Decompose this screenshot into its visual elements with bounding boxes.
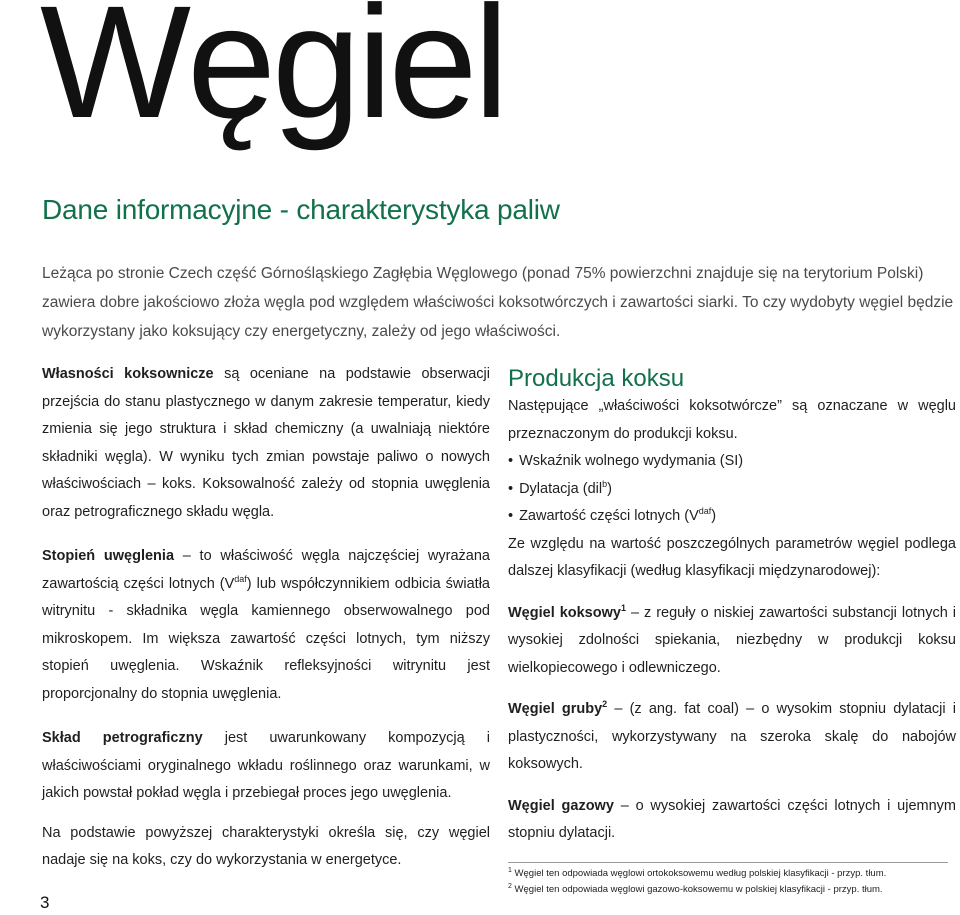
list-item: • Wskaźnik wolnego wydymania (SI) — [508, 448, 956, 476]
gas-coal-paragraph: Węgiel gazowy – o wysokiej zawartości części lotnych i ujemnym stopniu dylatacji. — [508, 797, 956, 841]
petrographic-text: jest uwarunkowany kompozycją i właściwościami oryginalnego wkładu roślinnego oraz warunkami, w jakich powstał pokład węgla i przebiegał proces jego uwęglenia. — [42, 730, 490, 801]
coalification-text-a: – to właściwość węgla najczęściej wyrażana zawartością części lotnych (V — [42, 548, 490, 592]
footnote-1: $^1$ Węgiel ten odpowiada węglowi ortokoksowemu według polskiej klasyfikacji - przyp. tłum. — [508, 866, 887, 879]
left-column — [42, 361, 490, 875]
coalification-text-b: ) lub współczynnikiem odbicia światła witrynitu - składnika węgla kamiennego obserwowalnego pod mikroskopem. Im większa zawartość części lotnych, tym niższy stopień uwęglenia. Wskaźnik refleksyjności witrynitu jest proporcjonalny do stopnia uwęglenia. — [42, 575, 490, 702]
coking-coal-paragraph: Węgiel koksowy$^1$ – z reguły o niskiej zawartości substancji lotnych i wysokiej zdolności spiekania, niezbędny w produkcji koksu wielkopiecowego i odlewniczego. — [508, 602, 956, 676]
term-gas-coal: Węgiel gazowy — [508, 797, 614, 814]
footnotes — [508, 862, 948, 898]
summary-paragraph: Na podstawie powyższej charakterystyki określa się, czy węgiel nadaje się na koks, czy do wykorzystania w energetyce. — [42, 824, 490, 868]
petrographic-paragraph — [42, 725, 490, 808]
intro-paragraph: Leżąca po stronie Czech część Górnośląskiego Zagłębia Węglowego (ponad 75% powierzchni znajduje się na terytorium Polski) zawiera dobre jakościowo złoża węgla pod względem właściwości koksotwórczych i zawartości siarki. To czy wydobyty węgiel będzie wykorzystany jako koksujący czy energetyczny, zależy od jego właściwości. — [42, 265, 954, 340]
term-coking-coal: Węgiel koksowy$^1$ — [508, 602, 626, 621]
coking-properties-text: są oceniane na podstawie obserwacji przejścia do stanu plastycznego w danym zakresie temperatur, kiedy zmienia się jego struktura i skład chemiczny (a uwalniają niektóre składniki węgla). W wyniku tych zmian powstaje paliwo o nowych właściwościach – koks. Koksowalność zależy od stopnia uwęglenia oraz petrograficznego składu węgla. — [42, 366, 490, 520]
term-coking-properties: Własności koksownicze — [42, 366, 214, 382]
list-item: • Zawartość części lotnych $(V^{daf})$ — [508, 503, 956, 531]
term-coalification: Stopień uwęglenia — [42, 548, 175, 564]
page-number: 3 — [40, 893, 50, 912]
term-fat-coal: Węgiel gruby$^2$ — [508, 699, 608, 717]
page-title: Węgiel — [40, 0, 506, 151]
coking-parameters-list — [508, 448, 956, 531]
coalification-sup: daf — [234, 573, 247, 584]
classification-paragraph: Ze względu na wartość poszczególnych parametrów węgiel podlega dalszej klasyfikacji (według klasyfikacji międzynarodowej): — [508, 535, 956, 579]
footnote-2: $^2$ Węgiel ten odpowiada węglowi gazowo-koksowemu w polskiej klasyfikacji - przyp. tłum. — [508, 882, 883, 895]
fat-coal-paragraph: Węgiel gruby$^2$ – (z ang. fat coal) – o wysokim stopniu dylatacji i plastyczności, wykorzystywany na szeroka skalę do nabojów koksowych. — [508, 699, 956, 772]
coke-intro: Następujące „właściwości koksotwórcze” są oznaczane w węglu przeznaczonym do produkcji koksu. — [508, 398, 956, 442]
page-subtitle: Dane informacyjne - charakterystyka paliw — [42, 194, 560, 225]
coke-production-heading: Produkcja koksu — [508, 365, 685, 392]
term-petrographic: Skład petrograficzny — [42, 730, 203, 746]
list-item: • Dylatacja (dil$^b$) — [508, 476, 956, 504]
coking-properties-paragraph — [42, 361, 490, 526]
coalification-paragraph — [42, 543, 490, 708]
right-column — [508, 361, 956, 848]
